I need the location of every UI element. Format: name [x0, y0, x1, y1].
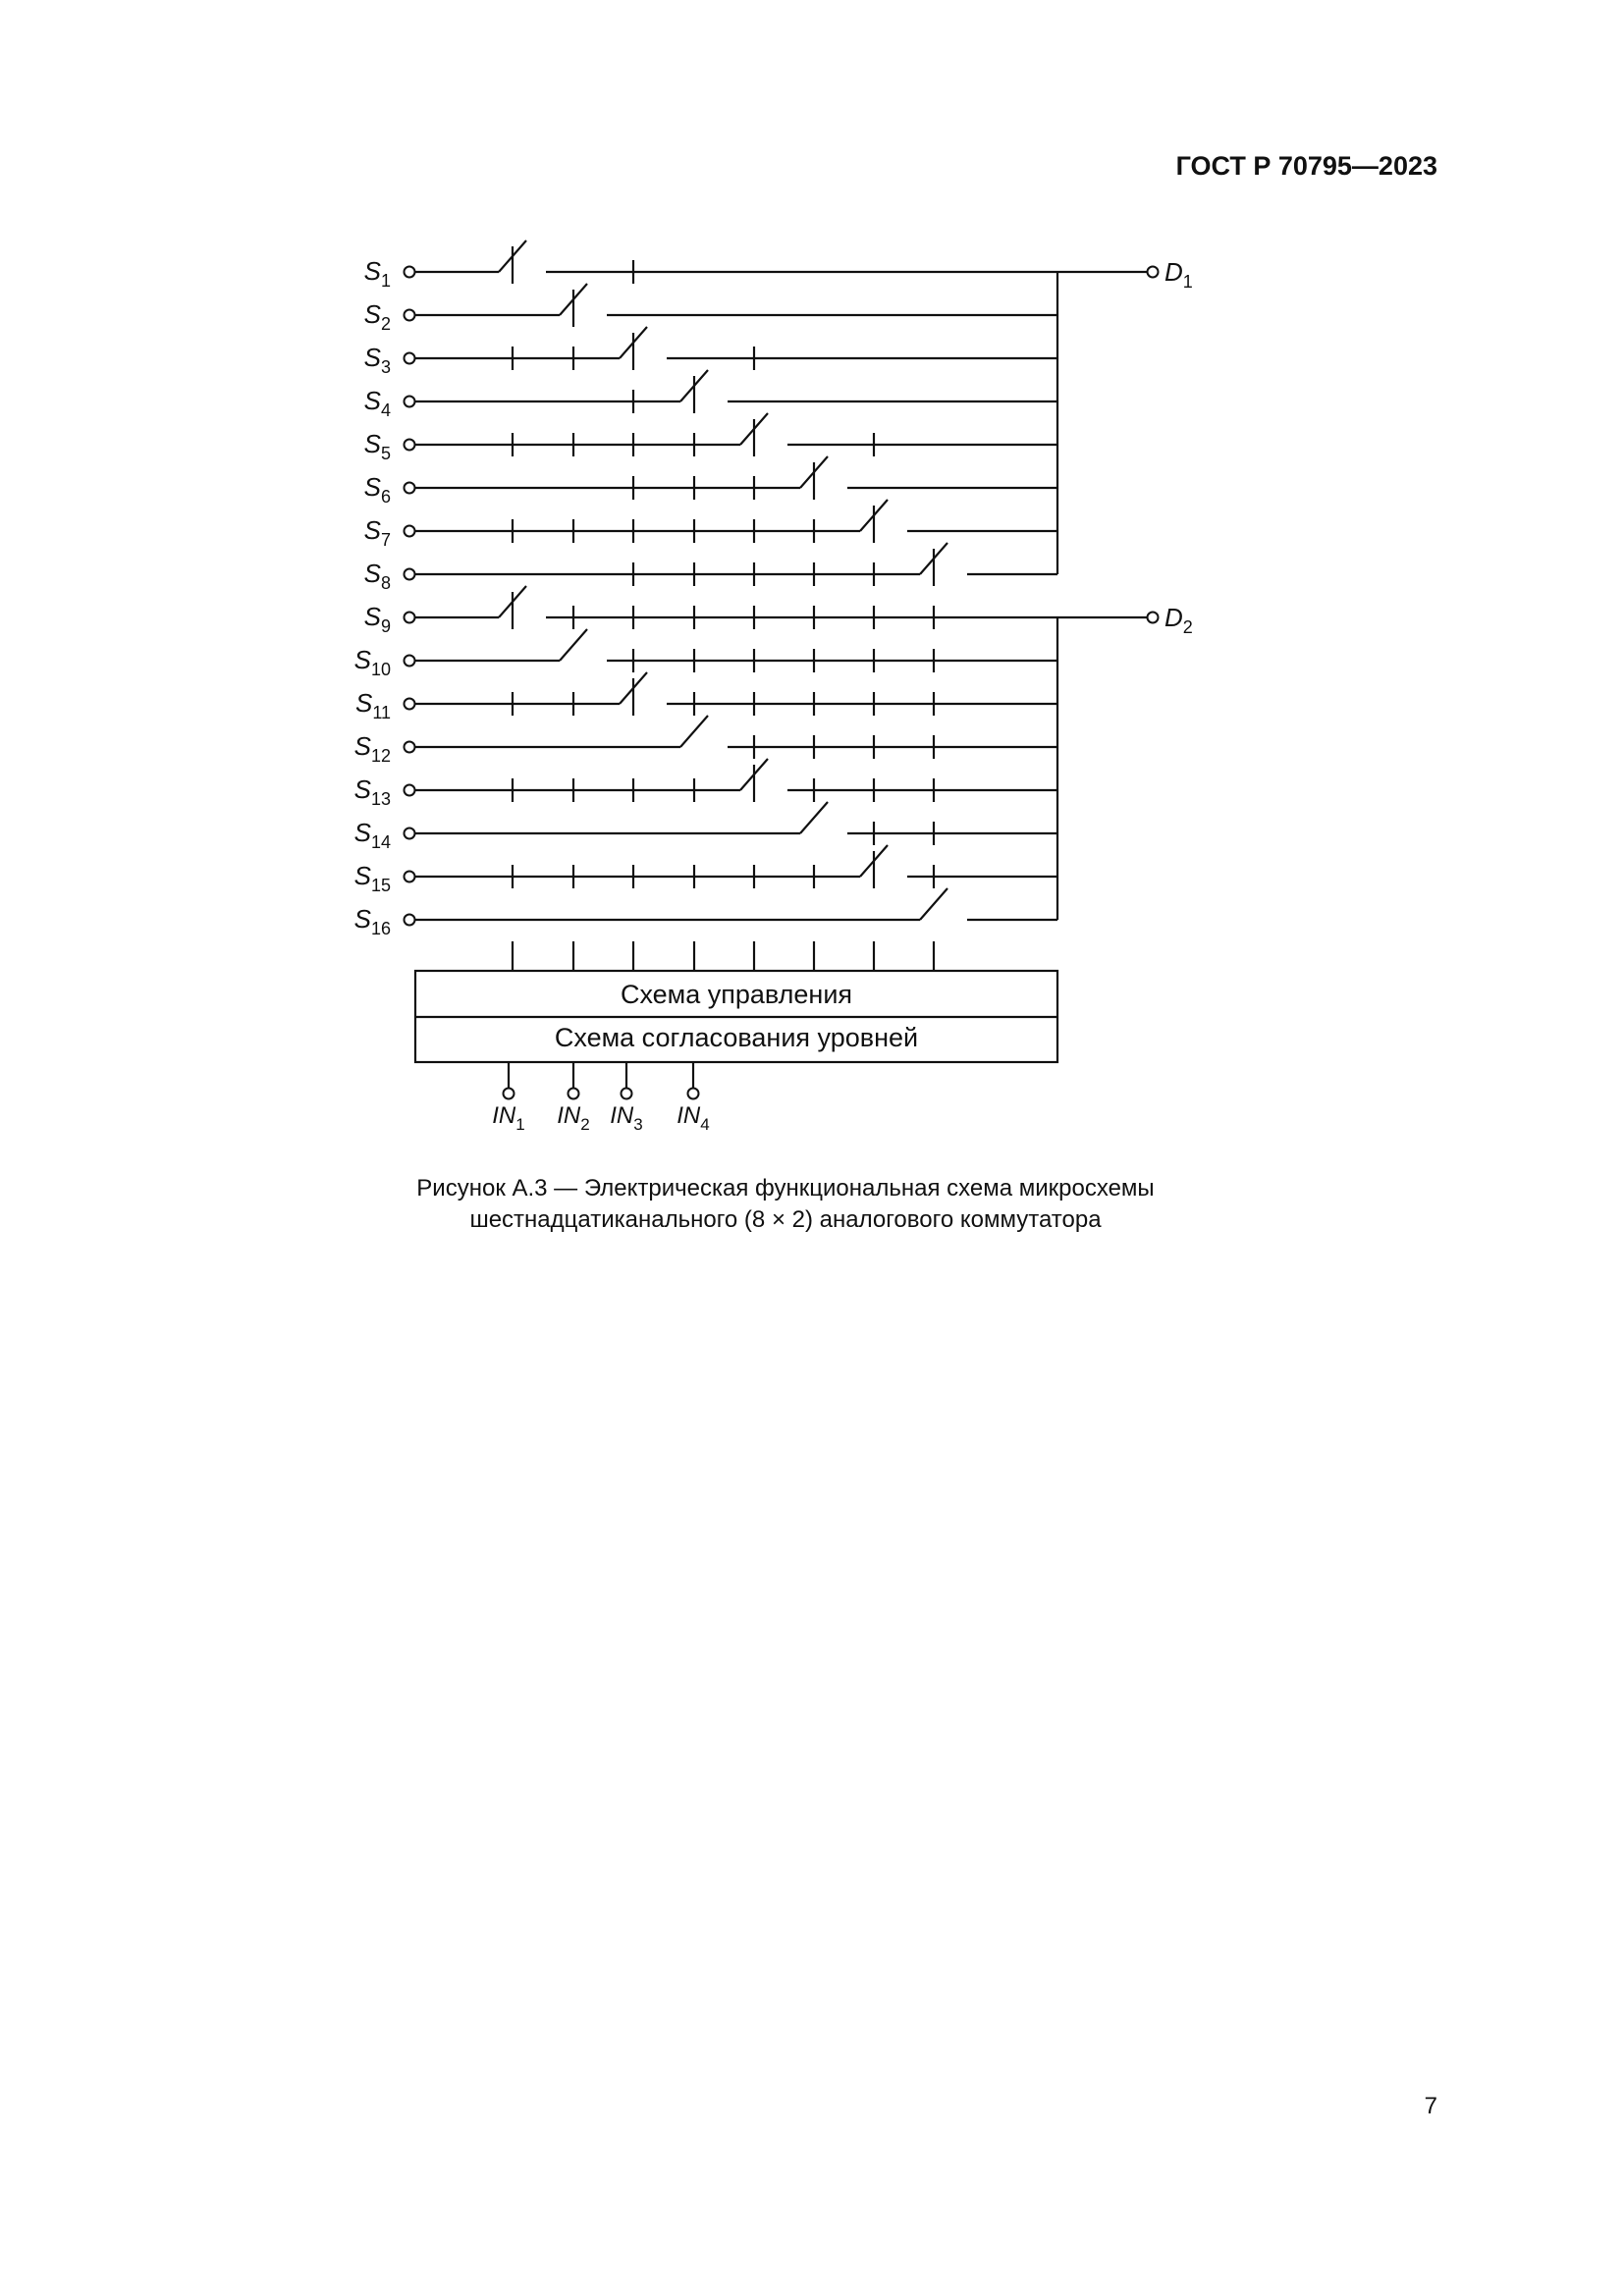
control-input-label-in4: $IN_4$ — [677, 1102, 710, 1134]
input-terminal-s6 — [405, 483, 415, 494]
input-terminal-s10 — [405, 656, 415, 667]
caption-line-2: шестнадцатиканального (8 × 2) аналогового коммутатора — [469, 1206, 1102, 1233]
control-input-terminal-in3 — [622, 1089, 632, 1099]
input-label-s8: $S_8$ — [363, 559, 391, 593]
switch-blade-s10 — [560, 629, 587, 661]
control-input-terminal-in2 — [568, 1089, 579, 1099]
input-label-s7: $S_7$ — [363, 515, 391, 550]
input-label-s12: $S_{12}$ — [353, 731, 391, 766]
input-label-s14: $S_{14}$ — [353, 818, 391, 852]
input-label-s15: $S_{15}$ — [353, 861, 391, 895]
output-label-d2: $D_2$ — [1164, 603, 1193, 637]
control-input-label-in3: $IN_3$ — [610, 1102, 643, 1134]
input-label-s10: $S_{10}$ — [353, 645, 391, 679]
output-terminal-d2 — [1148, 613, 1159, 623]
document-header: ГОСТ Р 70795—2023 — [1175, 151, 1437, 181]
switch-blade-s14 — [800, 802, 828, 833]
input-label-s9: $S_9$ — [363, 602, 391, 636]
input-terminal-s5 — [405, 440, 415, 451]
input-label-s5: $S_5$ — [363, 429, 391, 463]
input-label-s6: $S_6$ — [363, 472, 391, 507]
input-terminal-s16 — [405, 915, 415, 926]
input-terminal-s3 — [405, 353, 415, 364]
input-label-s1: $S_1$ — [363, 256, 391, 291]
switch-blade-s12 — [680, 716, 708, 747]
input-terminal-s9 — [405, 613, 415, 623]
input-terminal-s2 — [405, 310, 415, 321]
input-terminal-s14 — [405, 828, 415, 839]
input-label-s11: $S_{11}$ — [354, 688, 391, 722]
input-terminal-s13 — [405, 785, 415, 796]
output-terminal-d1 — [1148, 267, 1159, 278]
input-label-s13: $S_{13}$ — [353, 774, 391, 809]
input-label-s16: $S_{16}$ — [353, 904, 391, 938]
input-label-s4: $S_4$ — [363, 386, 391, 420]
figure-caption — [0, 1173, 1571, 1236]
input-terminal-s11 — [405, 699, 415, 710]
input-label-s2: $S_2$ — [363, 299, 391, 334]
control-input-label-in2: $IN_2$ — [557, 1102, 590, 1134]
input-terminal-s4 — [405, 397, 415, 407]
input-terminal-s7 — [405, 526, 415, 537]
caption-line-1: Рисунок А.3 — Электрическая функциональная схема микросхемы — [416, 1175, 1155, 1201]
control-input-terminal-in1 — [504, 1089, 514, 1099]
control-block-label: Схема управления — [620, 980, 853, 1009]
input-terminal-s8 — [405, 569, 415, 580]
output-label-d1: $D_1$ — [1164, 257, 1193, 292]
control-input-label-in1: $IN_1$ — [492, 1102, 525, 1134]
switch-blade-s16 — [920, 888, 947, 920]
input-terminal-s1 — [405, 267, 415, 278]
level-block-label: Схема согласования уровней — [554, 1023, 919, 1052]
page-number: 7 — [1424, 2093, 1437, 2119]
input-terminal-s15 — [405, 872, 415, 882]
input-terminal-s12 — [405, 742, 415, 753]
input-label-s3: $S_3$ — [363, 343, 391, 377]
control-input-terminal-in4 — [688, 1089, 699, 1099]
